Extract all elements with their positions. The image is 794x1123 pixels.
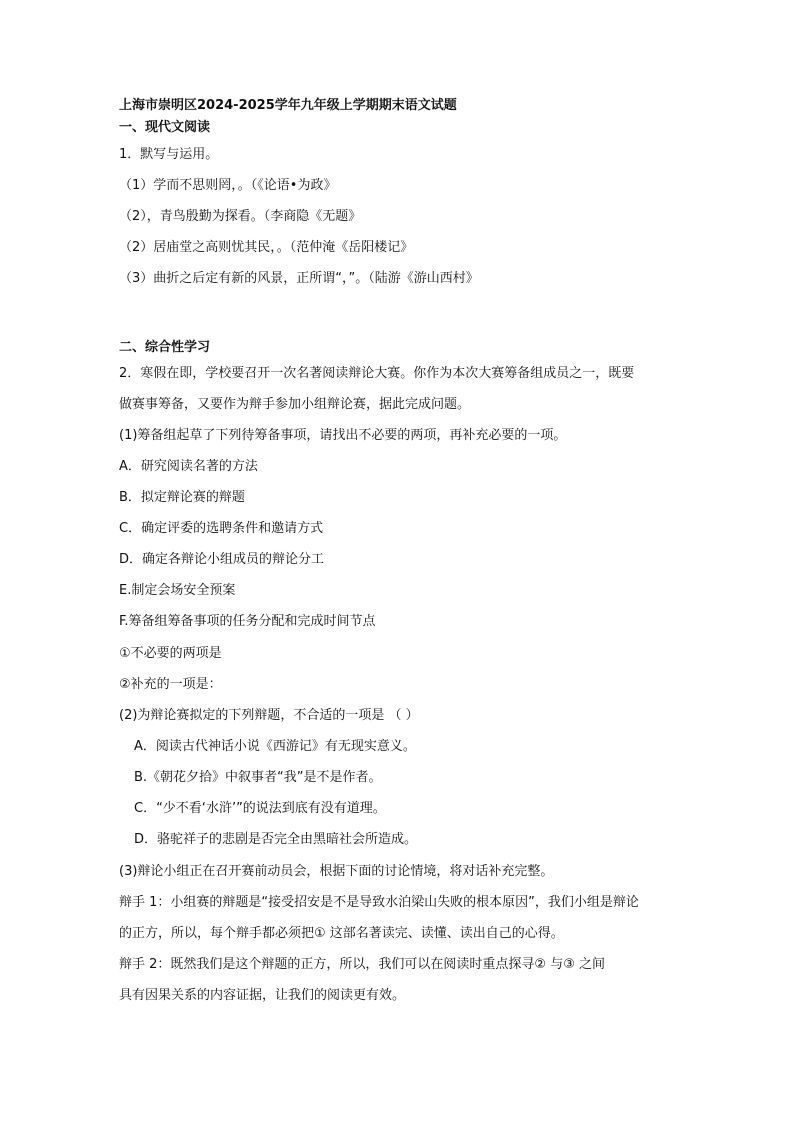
q2-sub1: (1)筹备组起草了下列待筹备事项，请找出不必要的两项，再补充必要的一项。: [119, 428, 567, 443]
doc-title: 上海市崇明区2024-2025学年九年级上学期期末语文试题: [119, 98, 457, 113]
answer-line-2: ②补充的一项是：: [119, 677, 222, 692]
q2-stem-line: 2．寒假在即，学校要召开一次名著阅读辩论大赛。你作为本次大赛筹备组成员之一，既要: [119, 366, 635, 381]
debater-1-line: 的正方，所以，每个辩手都必须把① 这部名著读完、读懂、读出自己的心得。: [119, 926, 564, 941]
q2-sub3: (3)辩论小组正在召开赛前动员会，根据下面的讨论情境，将对话补充完整。: [119, 864, 554, 879]
q1-stem: 1．默写与运用。: [119, 147, 219, 162]
answer-line-1: ①不必要的两项是: [119, 646, 222, 661]
option-a: A．研究阅读名著的方法: [119, 459, 258, 474]
q1-item: （1）学而不思则罔，。（《论语•为政》: [119, 178, 337, 193]
option-e: E.制定会场安全预案: [119, 583, 236, 598]
debater-2-line: 具有因果关系的内容证据，让我们的阅读更有效。: [119, 988, 406, 1003]
q1-item: （2）居庙堂之高则忧其民，。（范仲淹《岳阳楼记》: [119, 240, 414, 255]
option-f: F.筹备组筹备事项的任务分配和完成时间节点: [119, 614, 376, 629]
q1-item: （3）曲折之后定有新的风景，正所谓“，”。（陆游《游山西村》: [119, 271, 479, 286]
option-c: C．确定评委的选聘条件和邀请方式: [119, 521, 324, 536]
topic-option-c: C．“少不看‘水浒’”的说法到底有没有道理。: [134, 801, 386, 816]
section-heading-1: 一、现代文阅读: [119, 120, 211, 135]
debater-2-line: 辩手 2：既然我们是这个辩题的正方，所以，我们可以在阅读时重点探寻② 与③ 之间: [119, 957, 605, 972]
topic-option-d: D．骆驼祥子的悲剧是否完全由黑暗社会所造成。: [134, 832, 418, 847]
topic-option-b: B.《朝花夕拾》中叙事者“我”是不是作者。: [134, 770, 382, 785]
q2-stem-line: 做赛事筹备，又要作为辩手参加小组辩论赛，据此完成问题。: [119, 397, 471, 412]
option-b: B．拟定辩论赛的辩题: [119, 490, 245, 505]
q2-sub2: (2)为辩论赛拟定的下列辩题，不合适的一项是 （ ）: [119, 708, 419, 723]
debater-1-line: 辩手 1：小组赛的辩题是“接受招安是不是导致水泊梁山失败的根本原因”，我们小组是辩论: [119, 895, 639, 910]
q1-item: （2），青鸟殷勤为探看。（李商隐《无题》: [119, 209, 362, 224]
topic-option-a: A．阅读古代神话小说《西游记》有无现实意义。: [134, 739, 416, 754]
section-heading-2: 二、综合性学习: [119, 340, 211, 355]
option-d: D．确定各辩论小组成员的辩论分工: [119, 552, 325, 567]
